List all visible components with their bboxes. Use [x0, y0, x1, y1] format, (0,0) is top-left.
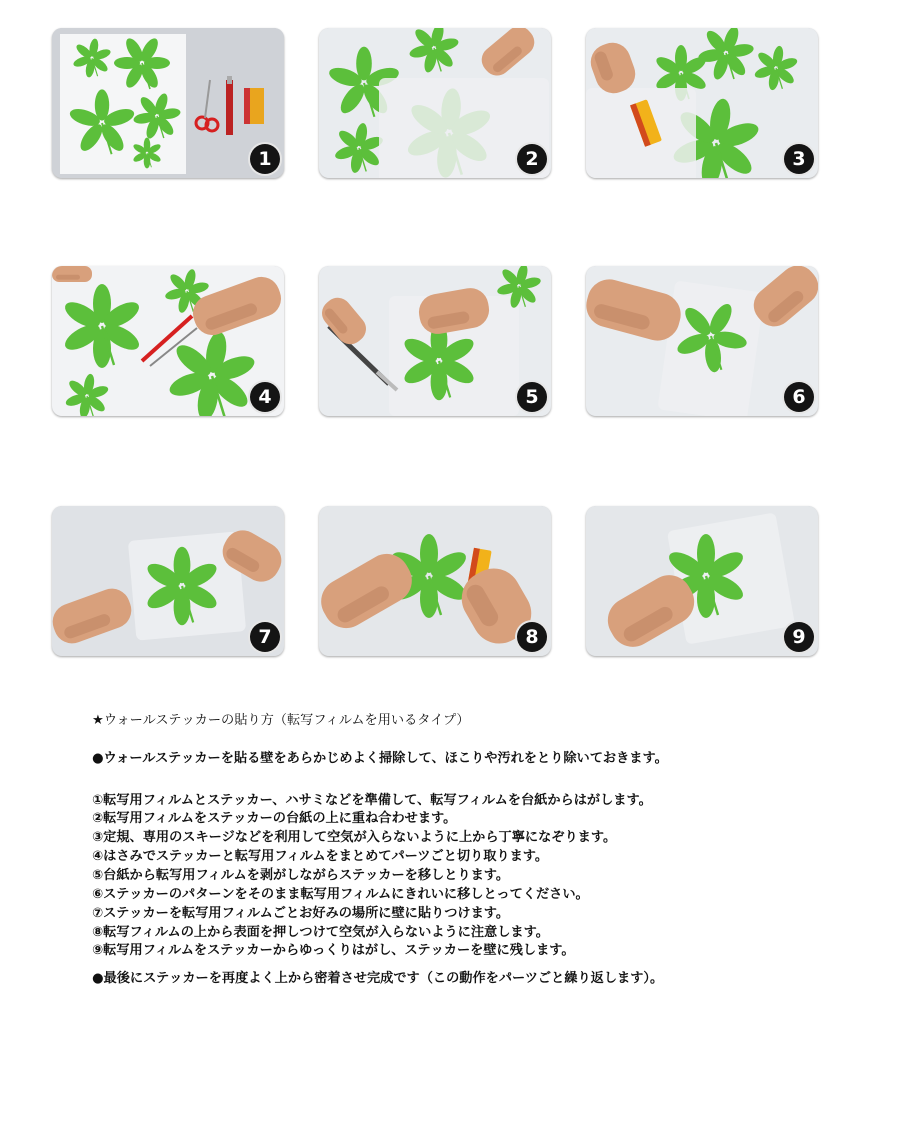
step-photo-7-image	[52, 506, 284, 656]
step-instruction: ⑤台紙から転写用フィルムを剥がしながらステッカーを移しとります。	[92, 868, 510, 883]
step-photo-3	[586, 28, 818, 178]
step-number-badge: 9	[784, 622, 814, 652]
step-number-badge: 7	[250, 622, 280, 652]
step-photo-4	[52, 266, 284, 416]
step-photo-2	[319, 28, 551, 178]
step-instruction: ⑨転写用フィルムをステッカーからゆっくりはがし、ステッカーを壁に残します。	[92, 943, 575, 958]
step-instruction: ④はさみでステッカーと転写用フィルムをまとめてパーツごと切り取ります。	[92, 849, 549, 864]
step-photo-4-image	[52, 266, 284, 416]
step-photo-7	[52, 506, 284, 656]
step-photo-6-image	[586, 266, 818, 416]
final-note: ●最後にステッカーを再度よく上から密着させ完成です（この動作をパーツごと繰り返します）。	[92, 971, 664, 986]
step-photo-1-image	[52, 28, 284, 178]
step-photo-2-image	[319, 28, 551, 178]
step-photo-8-image	[319, 506, 551, 656]
step-number-badge: 2	[517, 144, 547, 174]
instructions-title: ★ウォールステッカーの貼り方（転写フィルムを用いるタイプ）	[92, 713, 470, 728]
preparation-note: ●ウォールステッカーを貼る壁をあらかじめよく掃除して、ほこりや汚れをとり除いておきます。	[92, 751, 668, 766]
step-photo-3-image	[586, 28, 818, 178]
step-photo-5-image	[319, 266, 551, 416]
step-instruction: ③定規、専用のスキージなどを利用して空気が入らないように上から丁寧になぞります。	[92, 830, 617, 845]
photo-grid	[52, 28, 822, 668]
step-instruction: ①転写用フィルムとステッカー、ハサミなどを準備して、転写フィルムを台紙からはがします。	[92, 793, 652, 808]
step-instruction: ⑥ステッカーのパターンをそのまま転写用フィルムにきれいに移しとってください。	[92, 887, 589, 902]
step-photo-6	[586, 266, 818, 416]
step-photo-8	[319, 506, 551, 656]
step-instruction: ⑦ステッカーを転写用フィルムごとお好みの場所に壁に貼りつけます。	[92, 906, 510, 921]
step-photo-5	[319, 266, 551, 416]
step-photo-9-image	[586, 506, 818, 656]
step-number-badge: 8	[517, 622, 547, 652]
step-photo-9	[586, 506, 818, 656]
step-photo-1	[52, 28, 284, 178]
step-instruction: ②転写用フィルムをステッカーの台紙の上に重ね合わせます。	[92, 811, 457, 826]
step-number-badge: 5	[517, 382, 547, 412]
step-instruction: ⑧転写フィルムの上から表面を押しつけて空気が入らないように注意します。	[92, 925, 549, 940]
step-number-badge: 3	[784, 144, 814, 174]
step-number-badge: 6	[784, 382, 814, 412]
step-number-badge: 4	[250, 382, 280, 412]
step-number-badge: 1	[250, 144, 280, 174]
